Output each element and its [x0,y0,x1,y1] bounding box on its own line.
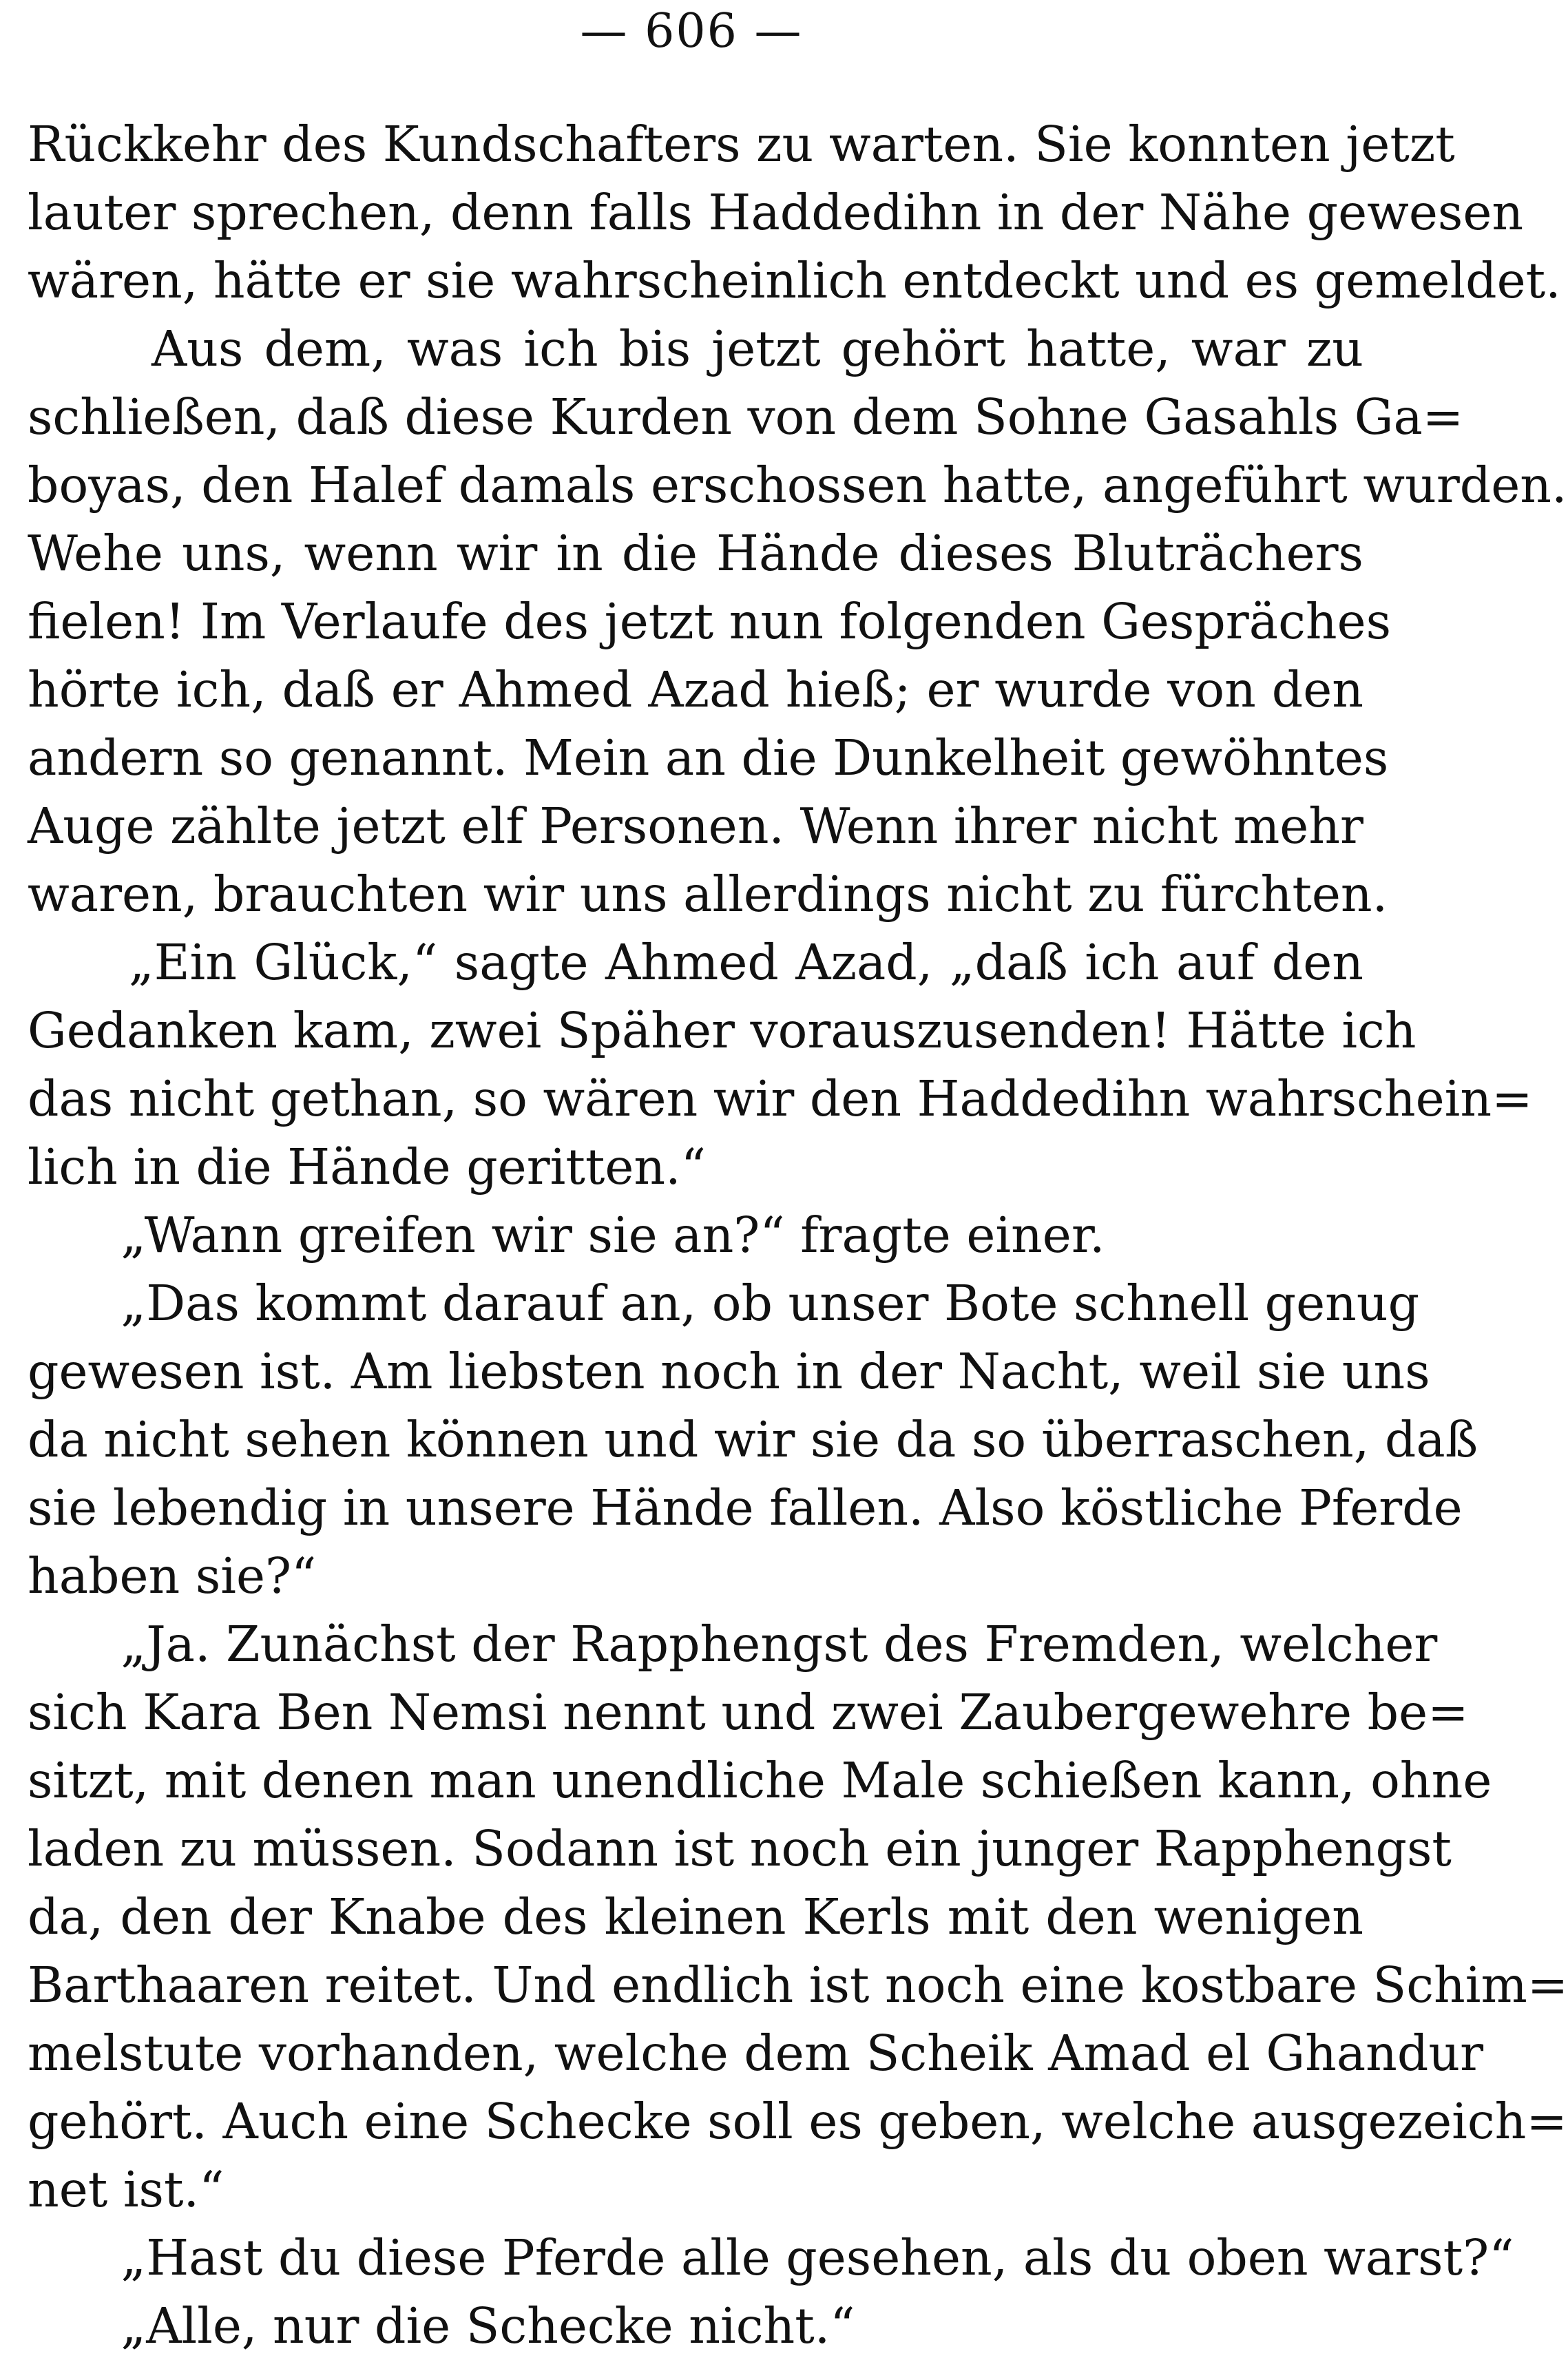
text-line: haben sie?“ [28,1547,317,1605]
text-line: „Alle, nur die Schecke nicht.“ [28,2297,855,2354]
text-line: gehört. Auch eine Schecke soll es geben, welche ausgezeich= [28,2093,1567,2150]
text-line: net ist.“ [28,2161,224,2218]
text-line: fielen! Im Verlaufe des jetzt nun folgenden Gespräches [28,593,1392,650]
text-line: da nicht sehen können und wir sie da so überraschen, daß [28,1411,1478,1468]
text-line: „Ja. Zunächst der Rapphengst des Fremden, welcher [28,1616,1438,1673]
text-line: lauter sprechen, denn falls Haddedihn in der Nähe gewesen [28,184,1524,241]
text-line: andern so genannt. Mein an die Dunkelheit gewöhntes [28,729,1389,786]
text-line: Auge zählte jetzt elf Personen. Wenn ihrer nicht mehr [28,797,1363,855]
text-line: schließen, daß diese Kurden von dem Sohne Gasahls Ga= [28,388,1464,446]
text-line: boyas, den Halef damals erschossen hatte, angeführt wurden. [28,457,1567,514]
text-line: sitzt, mit denen man unendliche Male schießen kann, ohne [28,1752,1492,1809]
text-line: lich in die Hände geritten.“ [28,1138,707,1195]
text-line: Barthaaren reitet. Und endlich ist noch eine kostbare Schim= [28,1956,1568,2014]
text-line: das nicht gethan, so wären wir den Haddedihn wahrschein= [28,1070,1533,1127]
text-line: Gedanken kam, zwei Späher vorauszusenden! Hätte ich [28,1002,1417,1059]
text-line: wären, hätte er sie wahrscheinlich entdeckt und es gemeldet. [28,252,1561,309]
text-line: laden zu müssen. Sodann ist noch ein junger Rapphengst [28,1820,1452,1877]
text-line: Aus dem, was ich bis jetzt gehört hatte, war zu [28,320,1363,377]
text-line: da, den der Knabe des kleinen Kerls mit den wenigen [28,1888,1363,1945]
text-line: Rückkehr des Kundschafters zu warten. Sie konnten jetzt [28,116,1455,173]
text-line: melstute vorhanden, welche dem Scheik Amad el Ghandur [28,2025,1484,2082]
text-line: „Das kommt darauf an, ob unser Bote schnell genug [28,1275,1420,1332]
text-line: sie lebendig in unsere Hände fallen. Also köstliche Pferde [28,1479,1463,1536]
text-line: „Wann greifen wir sie an?“ fragte einer. [28,1207,1105,1264]
text-line: „Hast du diese Pferde alle gesehen, als du oben warst?“ [28,2229,1514,2286]
text-line: Wehe uns, wenn wir in die Hände dieses Bluträchers [28,525,1363,582]
text-line: sich Kara Ben Nemsi nennt und zwei Zaubergewehre be= [28,1684,1469,1741]
text-line: hörte ich, daß er Ahmed Azad hieß; er wurde von den [28,661,1363,718]
text-line: gewesen ist. Am liebsten noch in der Nacht, weil sie uns [28,1343,1430,1400]
text-line: „Ein Glück,“ sagte Ahmed Azad, „daß ich auf den [28,934,1363,991]
page-number: — 606 — [580,4,803,59]
body-text [28,110,1568,2360]
text-line: waren, brauchten wir uns allerdings nicht zu fürchten. [28,866,1388,923]
